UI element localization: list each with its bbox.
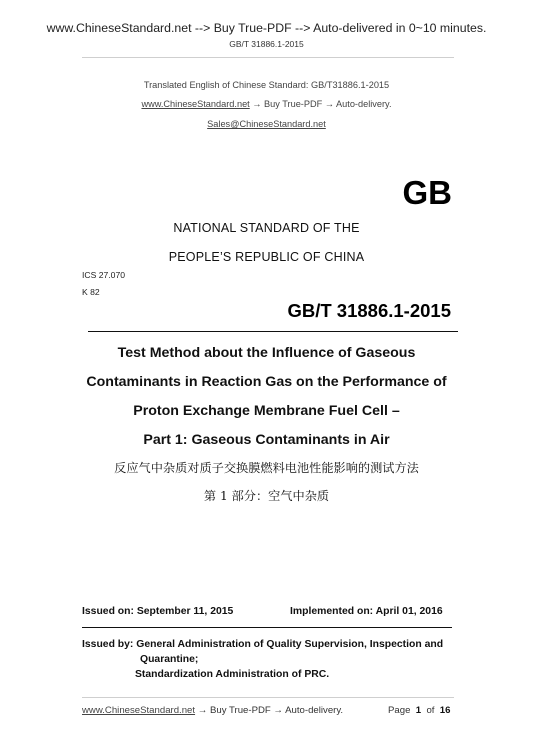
header-line: www.ChineseStandard.net --> Buy True-PDF --> Auto-delivered in 0~10 minutes. [46,21,487,35]
title-en-line: Test Method about the Influence of Gaseous [117,345,416,361]
header-divider [82,57,454,58]
ics-code: ICS 27.070 [82,270,125,280]
footer-purchase-text: → Buy True-PDF → Auto-delivery. [195,705,344,716]
footer-divider [82,697,454,698]
national-standard-line1: NATIONAL STANDARD OF THE [173,221,360,235]
footer-purchase [82,705,343,716]
purchase-line-text: → Buy True-PDF → Auto-delivery. [249,99,392,109]
issued-on: Issued on: September 11, 2015 [82,606,234,617]
gb-logo: GB [402,174,452,211]
standard-number: GB/T 31886.1-2015 [287,300,451,321]
page-total: 16 [439,705,451,716]
title-en-line: Proton Exchange Membrane Fuel Cell – [133,403,400,419]
issued-by-line3: Standardization Administration of PRC. [135,669,330,680]
title-en-line: Part 1: Gaseous Contaminants in Air [143,432,390,448]
implemented-on: Implemented on: April 01, 2016 [290,606,443,617]
page-current: 1 [415,705,422,716]
title-cn-part: 第 1 部分：空气中杂质 [203,489,330,503]
title-en-line: Contaminants in Reaction Gas on the Performance of [86,374,447,390]
translation-note: Translated English of Chinese Standard: GB/T31886.1-2015 [143,80,390,90]
k-code: K 82 [82,287,100,297]
title-cn-line: 反应气中杂质对质子交换膜燃料电池性能影响的测试方法 [114,461,419,475]
page-indicator [388,705,450,716]
email-link[interactable]: Sales@ChineseStandard.net [207,119,326,129]
issue-divider [82,627,452,628]
header-standard-ref: GB/T 31886.1-2015 [229,39,304,49]
purchase-line [0,99,533,109]
title-divider [88,331,458,332]
issued-by-line2: Quarantine; [140,654,199,665]
footer-site-link[interactable]: www.ChineseStandard.net [82,705,196,716]
email-line [0,119,533,129]
page-word: Page [388,705,411,716]
page-of: of [426,705,435,716]
national-standard-line2: PEOPLE’S REPUBLIC OF CHINA [168,250,365,264]
site-link[interactable]: www.ChineseStandard.net [141,99,250,109]
issued-by-line1: Issued by: General Administration of Quality Supervision, Inspection and [82,639,444,650]
